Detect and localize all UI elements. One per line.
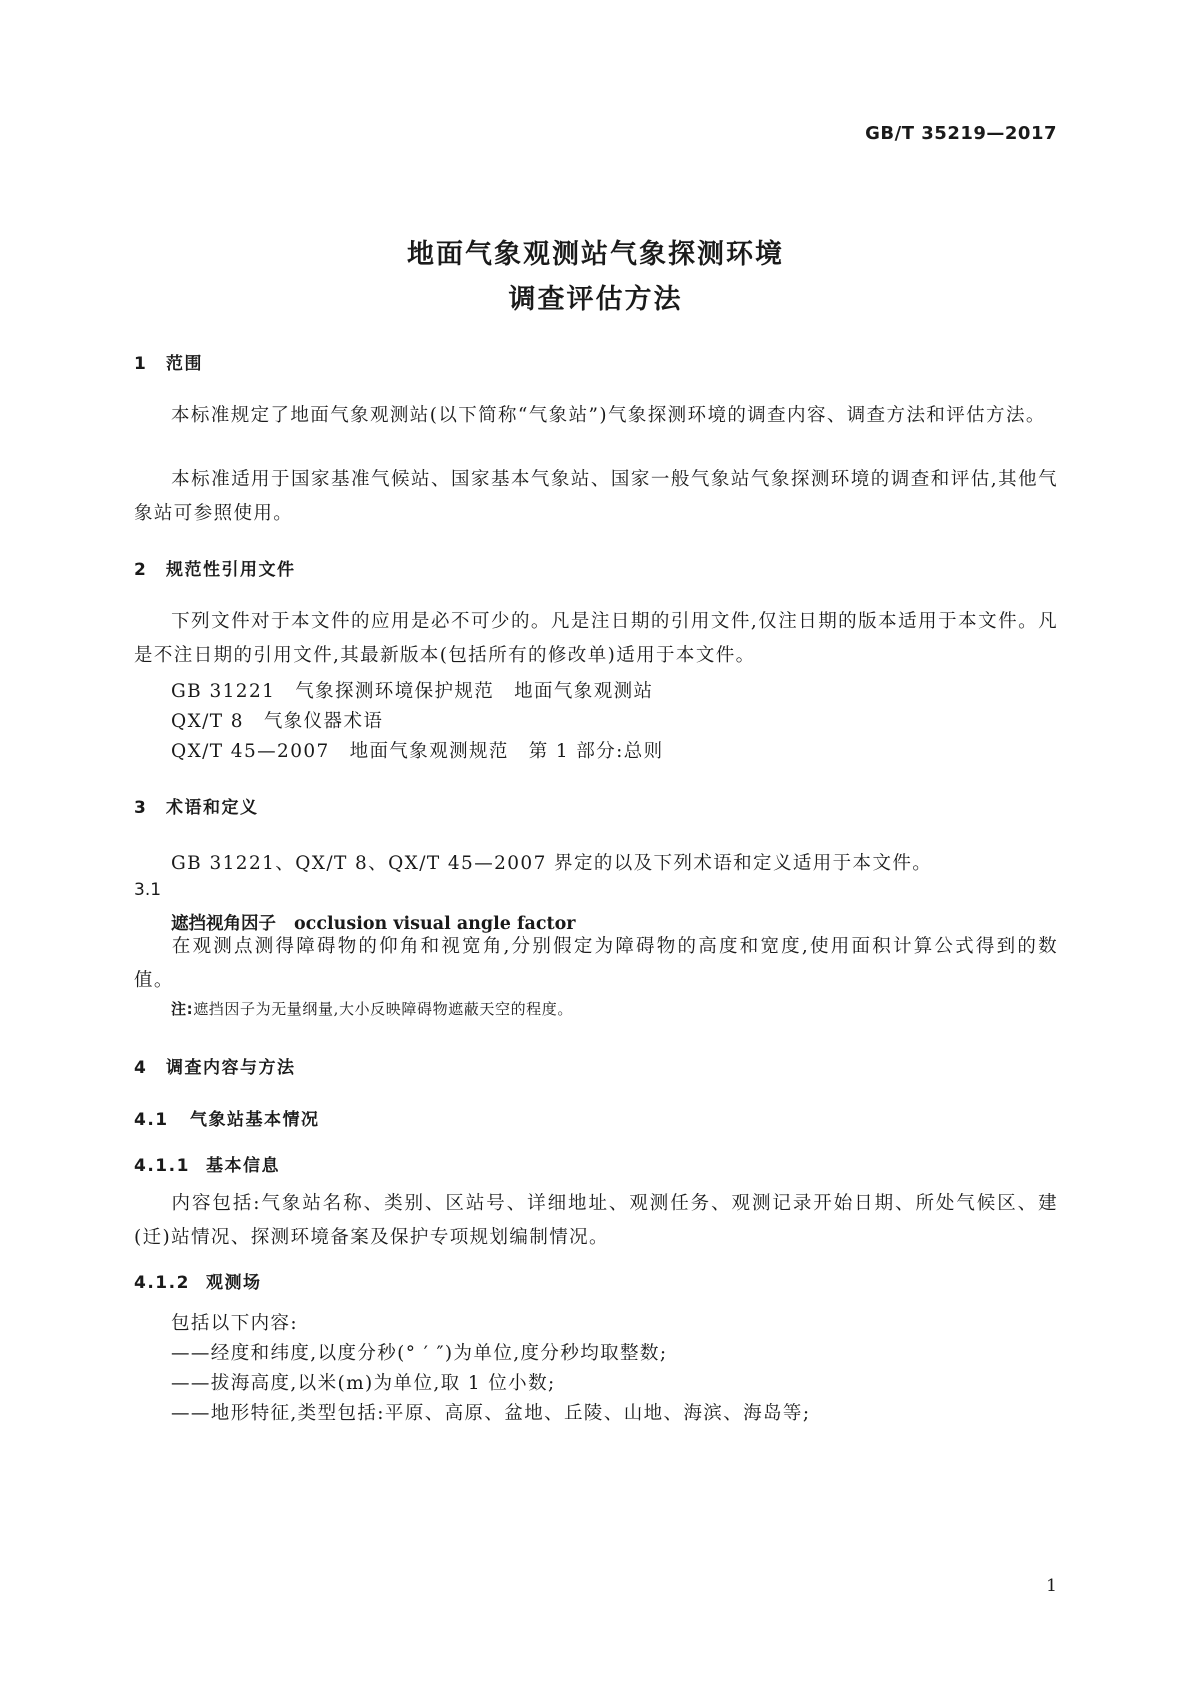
section-title: 观测场 — [206, 1273, 262, 1293]
term-note — [171, 998, 573, 1019]
section-number: 3 — [134, 798, 148, 818]
section-4-1-2-heading — [134, 1268, 262, 1293]
paragraph-text: 内容包括:气象站名称、类别、区站号、详细地址、观测任务、观测记录开始日期、所处气候区、建(迁)站情况、探测环境备案及保护专项规划编制情况。 — [134, 1193, 1058, 1248]
section-3-heading — [134, 793, 259, 818]
standard-number: GB/T 35219—2017 — [865, 123, 1057, 144]
section-2-paragraph-1 — [134, 605, 1058, 673]
paragraph-text: 下列文件对于本文件的应用是必不可少的。凡是注日期的引用文件,仅注日期的版本适用于本文件。凡是不注日期的引用文件,其最新版本(包括所有的修改单)适用于本文件。 — [134, 611, 1058, 666]
note-label: 注: — [171, 1000, 194, 1018]
list-item: ——拔海高度,以米(m)为单位,取 1 位小数; — [171, 1373, 556, 1394]
page-number: 1 — [1046, 1576, 1057, 1596]
term-english: occlusion visual angle factor — [294, 914, 576, 934]
section-4-1-heading — [134, 1105, 320, 1130]
section-4-1-1-heading — [134, 1151, 280, 1176]
section-number: 4.1.2 — [134, 1273, 190, 1293]
section-2-heading — [134, 555, 296, 580]
section-number: 4 — [134, 1058, 148, 1078]
normative-reference: GB 31221 气象探测环境保护规范 地面气象观测站 — [171, 681, 654, 702]
section-title: 范围 — [166, 354, 203, 374]
note-text: 遮挡因子为无量纲量,大小反映障碍物遮蔽天空的程度。 — [193, 1000, 573, 1018]
paragraph-text: 本标准规定了地面气象观测站(以下简称“气象站”)气象探测环境的调查内容、调查方法和评估方法。 — [171, 405, 1046, 426]
section-number: 4.1.1 — [134, 1156, 190, 1176]
section-title: 术语和定义 — [166, 798, 259, 818]
section-title: 调查内容与方法 — [166, 1058, 296, 1078]
section-1-paragraph-2 — [134, 463, 1058, 531]
document-title-line2: 调查评估方法 — [508, 284, 683, 315]
section-3-paragraph-1: GB 31221、QX/T 8、QX/T 45—2007 界定的以及下列术语和定义适用于本文件。 — [171, 853, 933, 874]
normative-reference: QX/T 8 气象仪器术语 — [171, 711, 384, 732]
section-number: 1 — [134, 354, 148, 374]
term-definition — [134, 930, 1058, 998]
section-1-paragraph-1 — [134, 399, 1058, 433]
section-title: 规范性引用文件 — [166, 560, 296, 580]
paragraph-text: 本标准适用于国家基准气候站、国家基本气象站、国家一般气象站气象探测环境的调查和评估,其他气象站可参照使用。 — [134, 469, 1058, 524]
list-item: ——经度和纬度,以度分秒(° ′ ″)为单位,度分秒均取整数; — [171, 1343, 668, 1364]
list-intro: 包括以下内容: — [171, 1313, 299, 1334]
definition-text: 在观测点测得障碍物的仰角和视宽角,分别假定为障碍物的高度和宽度,使用面积计算公式得到的数值。 — [134, 936, 1058, 991]
list-item: ——地形特征,类型包括:平原、高原、盆地、丘陵、山地、海滨、海岛等; — [171, 1403, 811, 1424]
section-4-1-1-paragraph — [134, 1187, 1058, 1255]
section-1-heading — [134, 349, 203, 374]
section-number: 4.1 — [134, 1110, 169, 1130]
section-title: 基本信息 — [206, 1156, 280, 1176]
section-title: 气象站基本情况 — [190, 1110, 320, 1130]
section-4-heading — [134, 1053, 296, 1078]
section-number: 2 — [134, 560, 148, 580]
term-number: 3.1 — [134, 880, 162, 900]
term-chinese: 遮挡视角因子 — [171, 914, 276, 934]
document-title-line1: 地面气象观测站气象探测环境 — [407, 239, 784, 270]
normative-reference: QX/T 45—2007 地面气象观测规范 第 1 部分:总则 — [171, 741, 664, 762]
